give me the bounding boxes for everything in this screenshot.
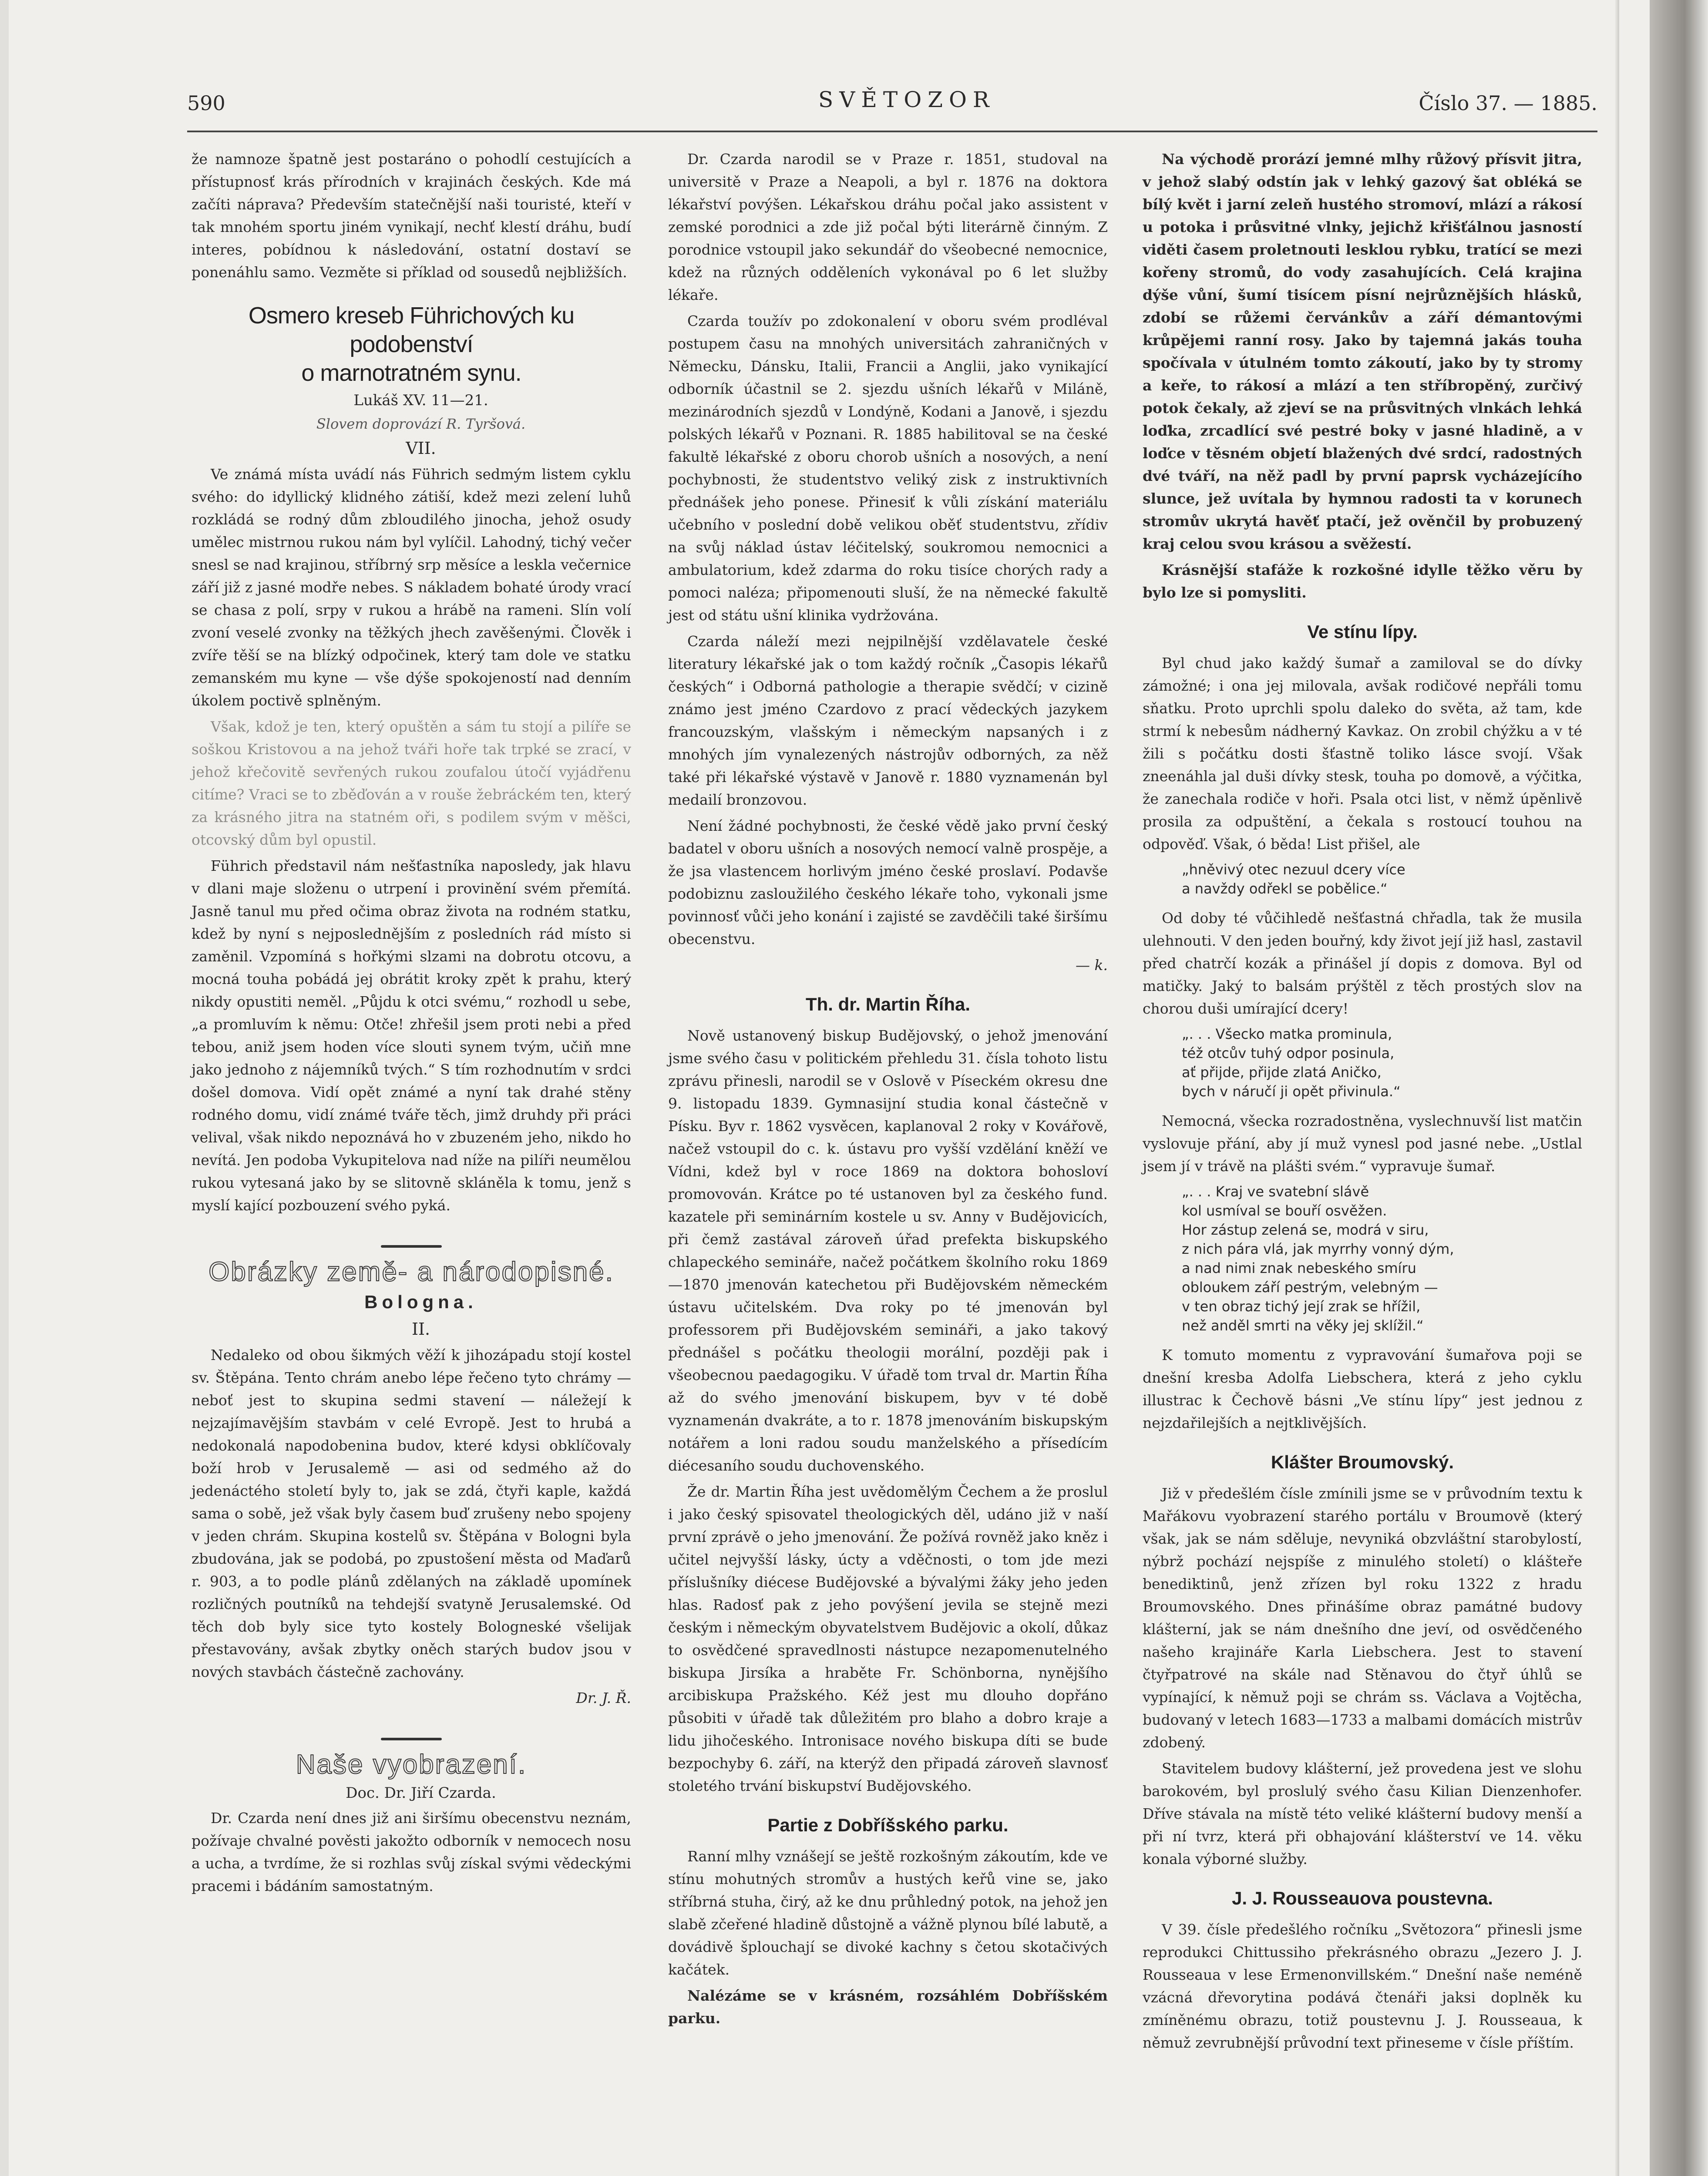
poem-line: bych v náručí ji opět přivinula.“ (1182, 1083, 1401, 1100)
issue-label: Číslo 37. — 1885. (1419, 91, 1597, 115)
author-signature: Dr. J. Ř. (576, 1689, 631, 1706)
intro-paragraph: že namnoze špatně jest postaráno o pohodlí cestujících a přístupnosť krás přírodních v krajinách českých. Kde má začíti náprava? Především statečnější naši touristé, kteří v tak mnohém sportu jiném vynikají, nechť klestí dráhu, budí interes, pobídnou k následování, ostatní dostaví se ponenáhlu samo. Vezměte si příklad od sousedů nejbližších. (192, 151, 631, 281)
divider-ornament (192, 1234, 631, 1243)
poem-line: ať přijde, přijde zlatá Aničko, (1182, 1064, 1382, 1081)
article-paragraph: Již v předešlém čísle zmínili jsme se v průvodním textu k Mařákovu vyobrazení starého portálu v Broumově (který však, jak se nám sděluje, nevyniká obzvláštní starobylostí, nýbrž pochází nejspíše z minulého století) o klášteře benediktinů, jenž zřízen byl roku 1322 z hradu Broumovského. Dnes přinášíme obraz památné budovy klášterní, jak se nám dnešního dne jeví, od osvědčeného našeho krajináře Karla Liebschera. Jest to stavení čtyřpatrové na skále nad Stěnavou do čtyř úhlů se vypínající, k němuž poji se chrám ss. Václava a Vojtěcha, budovaný v letech 1683—1733 a malbami domácích mistrův zdobený. (1143, 1485, 1582, 1751)
poem-quote (1182, 1024, 1582, 1101)
section-title-line-2: o marnotratném synu. (301, 360, 521, 386)
section-title-rousseau: J. J. Rousseauova poustevna. (1232, 1888, 1493, 1908)
article-paragraph: K tomuto momentu z vypravování šumařova poji se dnešní kresba Adolfa Liebschera, která z jeho cyklu illustrac k Čechově básni „Ve stínu lípy“ jest jednou z nejzdařilejších a nejtklivějších. (1143, 1347, 1582, 1431)
byline: Slovem doprovází R. Tyršová. (316, 416, 526, 432)
poem-line: Hor zástup zelená se, modrá v siru, (1182, 1222, 1429, 1238)
section-title-lipa: Ve stínu lípy. (1307, 621, 1418, 642)
article-paragraph: Krásnější stafáže k rozkošné idylle těžko věru by bylo lze si pomysliti. (1143, 561, 1582, 601)
journal-title: SVĚTOZOR (818, 87, 995, 112)
article-paragraph: Však, kdož je ten, který opuštěn a sám tu stojí a pilíře se soškou Kristovou a na jehož tváři hoře tak trpké se zrací, v jehož křečovitě sevřených rukou zoufalou útočí vyjádřenu citíme? Vraci se to zběďován a v rouše žebráckém ten, který za krásného jitra na statném oři, s podilem svým v měšci, otcovský dům byl opustil. (192, 718, 631, 848)
poem-line: „hněvivý otec nezuul dcery více (1182, 861, 1405, 878)
page-edge-shadow (1650, 0, 1708, 2176)
poem-line: „. . . Všecko matka prominula, (1182, 1026, 1392, 1042)
poem-line: obloukem září pestrým, velebným — (1182, 1279, 1438, 1296)
section-title-broumov: Klášter Broumovský. (1271, 1452, 1454, 1472)
article-paragraph: Nalézáme se v krásném, rozsáhlém Dobříšském parku. (668, 1987, 1108, 2027)
section-title-dobris: Partie z Dobříšského parku. (767, 1815, 1009, 1835)
column-3 (1143, 148, 1582, 2058)
poem-line: kol usmíval se bouří osvěžen. (1182, 1202, 1387, 1219)
article-paragraph: Dr. Czarda není dnes již ani širšímu obecenstvu neznám, požívaje chvalné pověsti jakožto odborník v nemocech nosu a ucha, a tvrdíme, že si rozhlas svůj získal svými vědeckými pracemi i bádáním samostatným. (192, 1810, 631, 1894)
article-paragraph: Czarda náleží mezi nejpilnější vzdělavatele české literatury lékařské jak o tom každý ročník „Časopis lékařů českých“ i Odborná pathologie a therapie svědčí; v cizině známo jest jméno Czardovo z prací vědeckých jazykem francouzským, vlašským i německým napsaných i z mnohých jím vynalezených nástrojův odborných, za něž také při lékařské výstavě v Janově r. 1880 vyznamenán byl medailí bronzovou. (668, 633, 1108, 808)
column-1 (192, 148, 631, 1901)
article-paragraph: Führich představil nám nešťastníka naposledy, jak hlavu v dlani maje složenu o utrpení i provinění svém přemítá. Jasně tanul mu před očima obraz života na rodném statku, kdež by nyní s nejposlednějším z posledních rád místo si zaměnil. Vzpomíná s hořkými slzami na dobrotu otcovu, a mocná touha pobádá jej obrátit kroky zpět k prahu, který nikdy opustiti neměl. „Půjdu k otci svému,“ rozhodl u sebe, „a promluvím k němu: Otče! zhřešil jsem proti nebi a před tebou, aniž jsem hoden více slouti synem tvým, učiň mne jako jednoho z nájemníků tvých.“ S tím rozhodnutím v srdci došel domova. Vidí opět známé a nyní tak drahé stěny rodného domu, vidí známé tváře těch, jimž druhdy při práci velival, však nikdo nepoznává ho v zbuzeném jeho, nikdo ho nevítá. Jen podoba Vykupitelova nad níže na pilíři neumělou rukou vytesaná jako by se slitovně skláněla k tomu, jenž s myslí kající pozbouzení svého pyká. (192, 857, 631, 1214)
running-head (187, 87, 1597, 122)
section-title-riha: Th. dr. Martin Říha. (805, 994, 971, 1014)
section-title-vyobrazeni: Naše vyobrazení. (296, 1750, 527, 1780)
column-2 (668, 148, 1108, 2033)
article-paragraph: Od doby té vůčihledě nešťastná chřadla, tak že musila ulehnouti. V den jeden bouřný, kdy život její již hasl, zastavil před chatrčí kozák a přinášel jí dopis z domova. Byl od matičky. Jaký to balsám prýštěl z těch prostých slov na chorou duši umírající dcery! (1143, 910, 1582, 1017)
poem-line: a navždy odřekl se pobělice.“ (1182, 880, 1388, 897)
article-paragraph: Na východě prorází jemné mlhy růžový přísvit jitra, v jehož slabý odstín jak v lehký gazový šat obléká se bílý květ i jarní zeleň hustého stromoví, mlází a rákosí u potoka i průsvitné vlnky, jejichž křišťálnou jasností viděti časem proletnouti lesklou rybku, tratící se mezi kořeny stromů, do vody zasahujících. Celá krajina dýše vůní, šumí tisícem písní nejrůznějších hlásků, zdobí se růžemi červánkův a září démantovými krůpějemi ranní rosy. Jako by tajemná jakás touha spočívala v útulném tomto zákoutí, jako by ty stromy a keře, to rákosí a mlází a ten stříbropěný, zurčivý potok čekaly, až zjeví se na průsvitných vlnkách lehká loďka, zrcadlící své pestré boky v jasné hladině, a v loďce v těsném objetí blažených dvé srdcí, radostných dvé tváří, na něž padl by první paprsk vycházejícího slunce, jež uvítala by hymnou radosti ta v korunech stromův ukrytá havěť ptačí, jež ověnčil by probuzený kraj celou svou krásou a svěžestí. (1143, 151, 1582, 552)
poem-line: v ten obraz tichý její zrak se hřížil, (1182, 1298, 1421, 1315)
page-number: 590 (187, 91, 225, 115)
section-subtitle-czarda: Doc. Dr. Jiří Czarda. (346, 1784, 496, 1802)
article-paragraph: Byl chud jako každý šumař a zamiloval se do dívky zámožné; i ona jej milovala, avšak rodičové nepřáli tomu sňatku. Proto uprchli spolu daleko do světa, až tam, kde strmí k nebesům nádherný Kavkaz. On zrobil chýžku a v té žili s počátku dosti šťastně toliko lásce svojí. Však zneenáhla jal duši dívky stesk, touha po domově, a výčitka, že zanechala rodiče v hoři. Psala otci list, v němž úpěnlivě prosila za odpuštění, a čekala s rostoucí touhou na odpověď. Však, ó běda! List přišel, ale (1143, 655, 1582, 853)
article-paragraph: Že dr. Martin Říha jest uvědomělým Čechem a že proslul i jako český spisovatel theologických děl, udáno již v naší první zprávě o jeho jmenování. Že požívá rovněž jako kněz i učitel nejvyšší lásky, úcty a vděčnosti, o tom jde mezi příslušníky diécese Budějovské a bývalými žáky jeho jeden hlas. Radosť pak z jeho povýšení jevila se stejně mezi českým i německým obyvatelstvem Budějovic a okolí, důkaz to osvědčené spravedlnosti nástupce nezapomenutelného biskupa Jirsíka a hraběte Fr. Schönborna, nynějšího arcibiskupa Pražského. Kéž jest mu dlouho dopřáno působiti v úřadě tak důležitém pro blaho a dobro kraje a lidu jihočeského. Intronisace nového biskupa díti se bude bezpochyby 6. září, na kterýž den připadá zároveň slavnosť stoletého trvání biskupství Budějovského. (668, 1483, 1108, 1794)
poem-quote (1182, 860, 1582, 898)
article-paragraph: Czarda toužív po zdokonalení v oboru svém prodléval postupem času na mnohých universitách zahraničných v Německu, Dánsku, Italii, Francii a Anglii, jako vynikající odborník účastnil se 2. sjezdu ušních lékařů v Miláně, mezinárodních sjezdů v Londýně, Kodani a Janově, i sjezdu polských lékařů v Poznani. R. 1885 habilitoval se na české fakultě lékařské z oboru chorob ušních a nosových, a není pochybnosti, že studentstvo veliký zisk z instruktivních přednášek jeho ponese. Přinesiť k vůli získání materiálu učebního v poslední době velikou oběť studentstvu, zřídiv na svůj náklad ústav léčitelský, soukromou nemocnici a ambulatorium, kdež zdarma do roku tisíce chorých rady a pomoci naléza; připomenouti sluší, že na německé fakultě jest od státu ušní klinika vydržována. (668, 312, 1108, 624)
poem-quote (1182, 1182, 1582, 1335)
page-gutter (1615, 0, 1619, 2176)
article-paragraph: Ve známá místa uvádí nás Führich sedmým listem cyklu svého: do idyllický klidného zátiší, kdež mezi zelení luhů rozkládá se rodný dům zbloudilého jinocha, jehož osudy umělec mistrnou rukou nám byl vylíčil. Lahodný, tichý večer snesl se nad krajinou, stříbrný srp měsíce a leskla večernice září již z jasné modře nebes. S nákladem bohaté úrody vrací se chasa z polí, srpy v rukou a hrábě na rameni. Slín volí zvoní veselé zvonky na těžkých jhech zavěšenými. Člověk i zvíře těší se na blízký odpočinek, který tam dole ve statku zemanském mu kyne — vše dýše spokojeností nad denním úkolem poctivě splněným. (192, 466, 631, 709)
article-paragraph: V 39. čísle předešlého ročníku „Světozora“ přinesli jsme reprodukci Chittussiho překrásného obrazu „Jezero J. J. Rousseaua v lese Ermenonvillském.“ Dnešní naše neméně vzácná dřevorytina podává čtenáři jaksi doplněk ku zmíněnému obrazu, totiž poustevnu J. J. Rousseaua, k němuž zevrubnější průvodní text přineseme v čísle příštím. (1143, 1921, 1582, 2051)
part-number: VII. (406, 439, 436, 458)
article-paragraph: Dr. Czarda narodil se v Praze r. 1851, studoval na universitě v Praze a Neapoli, a byl r. 1876 na doktora lékařství povýšen. Lékařskou dráhu počal jako assistent v zemské porodnici a zde již počal býti literárně činným. Z porodnice vstoupil jako sekundář do všeobecné nemocnice, kdež na různých odděleních vykonával po 6 let služby lékaře. (668, 151, 1108, 303)
bible-reference: Lukáš XV. 11—21. (353, 392, 488, 409)
article-paragraph: Stavitelem budovy klášterní, jež provedena jest ve slohu barokovém, byl proslulý svého času Kilian Dienzenhofer. Dříve stávala na místě této veliké klášterní budovy menší a při ní tvrz, která při obhajování klášterství ve 14. věku konala výborné služby. (1143, 1760, 1582, 1867)
poem-line: z nich pára vlá, jak myrrhy vonný dým, (1182, 1241, 1454, 1257)
article-paragraph: Nedaleko od obou šikmých věží k jihozápadu stojí kostel sv. Štěpána. Tento chrám anebo lépe řečeno tyto chrámy — neboť jest to skupina sedmi stavení — náležejí k nejzajímavějším stavbám v celé Evropě. Jest to hrubá a nedokonalá napodobenina budov, které kdysi obklíčovaly boží hrob v Jerusalemě — asi od sedmého až do jedenáctého století byly to, jak se zdá, čtyři kaple, každá sama o sobě, jež však byly časem buď zrušeny nebo spojeny v jeden chrám. Skupina kostelů sv. Štěpána v Bologni byla zbudována, jak se podobá, po zpustošení města od Maďarů r. 903, a to podle plánů zdělaných na základě upomínek rozličných poutníků na tehdejší svatyně Jerusalemské. Od těch dob byly sice tyto kostely Bologneské všelijak přestavovány, avšak zbytky oněch starých budov jsou v nových stavbách částečně zachovány. (192, 1347, 631, 1680)
poem-line: „. . . Kraj ve svatební slávě (1182, 1183, 1369, 1200)
article-paragraph: Nově ustanovený biskup Budějovský, o jehož jmenování jsme svého času v politickém přehledu 31. čísla tohoto listu zprávu přinesli, narodil se v Oslově v Píseckém okresu dne 9. listopadu 1839. Gymnasijní studia konal částečně v Písku. Byv r. 1862 vysvěcen, kaplanoval 2 roky v Kovářově, načež vstoupil do c. k. ústavu pro vyšší vzdělání kněží ve Vídni, kdež byl v roce 1869 na doktora bohosloví promovován. Krátce po té ustanoven byl za českého fund. kazatele při seminárním kostele u sv. Anny v Budějovicích, při čemž zastával zároveň úřad prefekta biskupského chlapeckého semináře, načež počátkem školního roku 1869—1870 jmenován katechetou při Budějovském německém ústavu učitelském. Dva roky po té jmenován byl professorem při Budějovském semináři, a jako takový přednášel s počátku theologii morální, později pak i všeobecnou paedagogiku. V úřadě tom trval dr. Martin Říha až do svého jmenování biskupem, byv v té době vyznamenán dvakráte, a to r. 1878 jmenováním biskupským notářem a loni radou soudu manželského a přísedícím diécesaního soudu duchovenského. (668, 1027, 1108, 1474)
poem-line: než anděl smrti na věky jej sklížil.“ (1182, 1317, 1424, 1334)
header-rule (187, 131, 1597, 132)
section-title-line-1: Osmero kreseb Führichových ku podobenství (248, 302, 575, 357)
section-title-obrazky: Obrázky země- a národopisné. (208, 1257, 614, 1287)
article-paragraph: Nemocná, všecka rozradostněna, vyslechnuvší list matčin vyslovuje přání, aby jí muž vynesl pod jasné nebe. „Ustlal jsem jí v trávě na plášti svém.“ vypravuje šumař. (1143, 1112, 1582, 1175)
part-number: II. (411, 1320, 430, 1339)
section-title-fuhrich (192, 301, 631, 387)
article-paragraph: Není žádné pochybnosti, že české vědě jako první český badatel v oboru ušních a nosových nemocí valně prospěje, a že jsa vlastencem horlivým jméno české proslaví. Podavše podobiznu zasloužilého českého lékaře toho, vykonali jsme povinnosť vůči jeho konání i zajisté se zavděčili také širšímu obecenstvu. (668, 817, 1108, 947)
author-signature: — k. (1076, 957, 1108, 974)
divider-ornament (192, 1727, 631, 1736)
poem-line: též otcův tuhý odpor posinula, (1182, 1045, 1395, 1061)
poem-line: a nad nimi znak nebeského smíru (1182, 1260, 1416, 1276)
section-subtitle-bologna: Bologna. (364, 1292, 477, 1312)
article-paragraph: Ranní mlhy vznášejí se ještě rozkošným zákoutím, kde ve stínu mohutných stromův a hustých keřů vine se, jako stříbrná stuha, čirý, až ke dnu průhledný potok, na jehož jen slabě zčeřené hladině důstojně a vážně plynou bílé labutě, a dovádivě šplouchají se divoké kachny s četou skotačivých kačátek. (668, 1848, 1108, 1978)
